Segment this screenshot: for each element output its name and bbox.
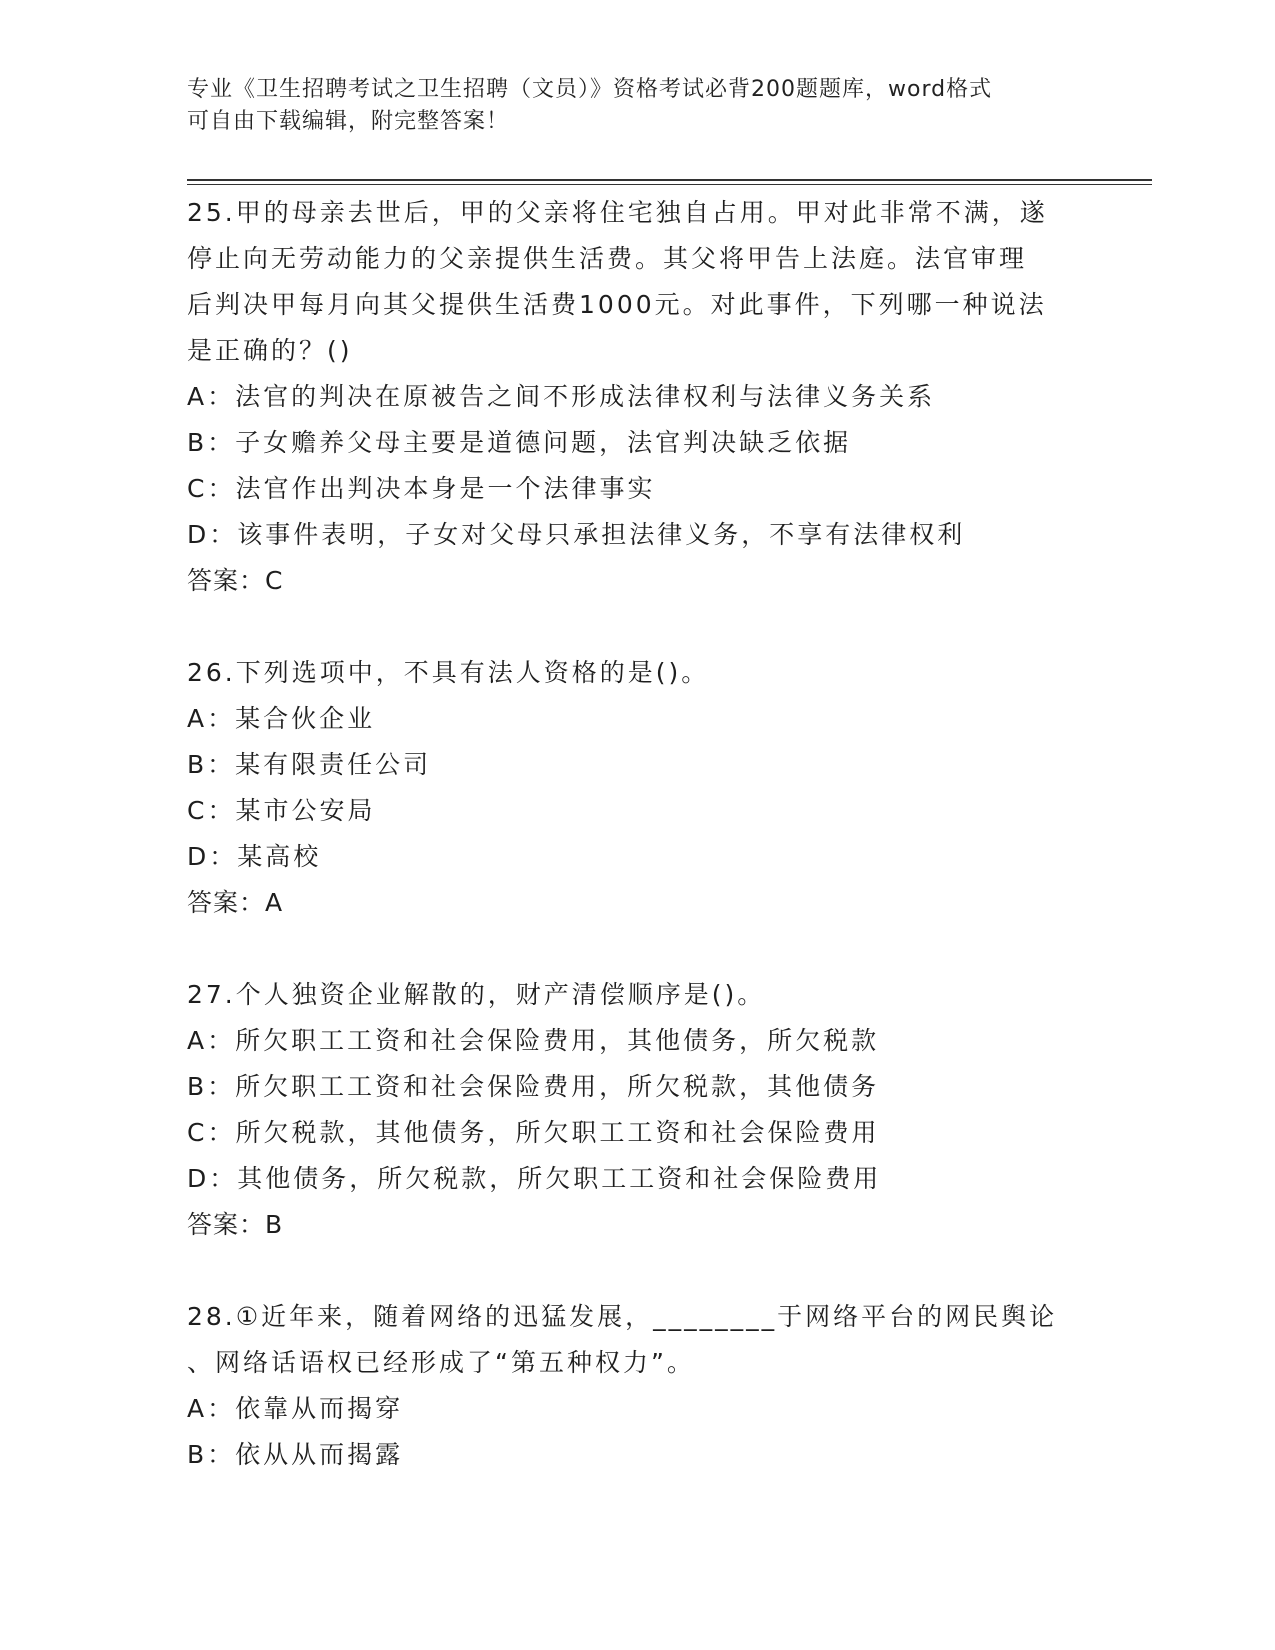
- option-b: B：某有限责任公司: [187, 750, 432, 779]
- question-stem-line: 停止向无劳动能力的父亲提供生活费。其父将甲告上法庭。法官审理: [187, 244, 1028, 273]
- answer-line: 答案：A: [187, 888, 284, 917]
- option-b: B：依从从而揭露: [187, 1440, 404, 1469]
- page-header: [187, 74, 1067, 138]
- question-27: [187, 972, 1087, 1248]
- answer-line: 答案：B: [187, 1210, 284, 1239]
- question-stem-line: 28.①近年来，随着网络的迅猛发展，________于网络平台的网民舆论: [187, 1302, 1058, 1331]
- option-d: D：该事件表明，子女对父母只承担法律义务，不享有法律权利: [187, 520, 966, 549]
- option-c: C：法官作出判决本身是一个法律事实: [187, 474, 656, 503]
- question-25: [187, 190, 1087, 604]
- question-stem-line: 27.个人独资企业解散的，财产清偿顺序是()。: [187, 980, 766, 1009]
- question-stem-line: 、网络话语权已经形成了“第五种权力”。: [187, 1348, 695, 1377]
- header-divider-thin: [187, 184, 1152, 185]
- question-stem-line: 26.下列选项中，不具有法人资格的是()。: [187, 658, 710, 687]
- question-list: [187, 190, 1087, 1478]
- option-a: A：某合伙企业: [187, 704, 376, 733]
- question-28: [187, 1294, 1087, 1478]
- option-c: C：所欠税款，其他债务，所欠职工工资和社会保险费用: [187, 1118, 880, 1147]
- question-spacer: [187, 604, 1087, 650]
- option-b: B：子女赡养父母主要是道德问题，法官判决缺乏依据: [187, 428, 852, 457]
- question-stem-line: 25.甲的母亲去世后，甲的父亲将住宅独自占用。甲对此非常不满，遂: [187, 198, 1048, 227]
- option-d: D：某高校: [187, 842, 322, 871]
- header-divider-thick: [187, 179, 1152, 181]
- answer-line: 答案：C: [187, 566, 284, 595]
- option-c: C：某市公安局: [187, 796, 376, 825]
- option-b: B：所欠职工工资和社会保险费用，所欠税款，其他债务: [187, 1072, 880, 1101]
- option-d: D：其他债务，所欠税款，所欠职工工资和社会保险费用: [187, 1164, 882, 1193]
- question-stem-line: 后判决甲每月向其父提供生活费1000元。对此事件，下列哪一种说法: [187, 290, 1047, 319]
- header-title-line-2: 可自由下载编辑，附完整答案！: [187, 109, 510, 134]
- question-spacer: [187, 926, 1087, 972]
- question-26: [187, 650, 1087, 926]
- question-spacer: [187, 1248, 1087, 1294]
- option-a: A：依靠从而揭穿: [187, 1394, 404, 1423]
- header-title-line-1: 专业《卫生招聘考试之卫生招聘（文员）》资格考试必背200题题库，word格式: [187, 77, 993, 102]
- option-a: A：所欠职工工资和社会保险费用，其他债务，所欠税款: [187, 1026, 880, 1055]
- option-a: A：法官的判决在原被告之间不形成法律权利与法律义务关系: [187, 382, 936, 411]
- question-stem-line: 是正确的？(): [187, 336, 353, 365]
